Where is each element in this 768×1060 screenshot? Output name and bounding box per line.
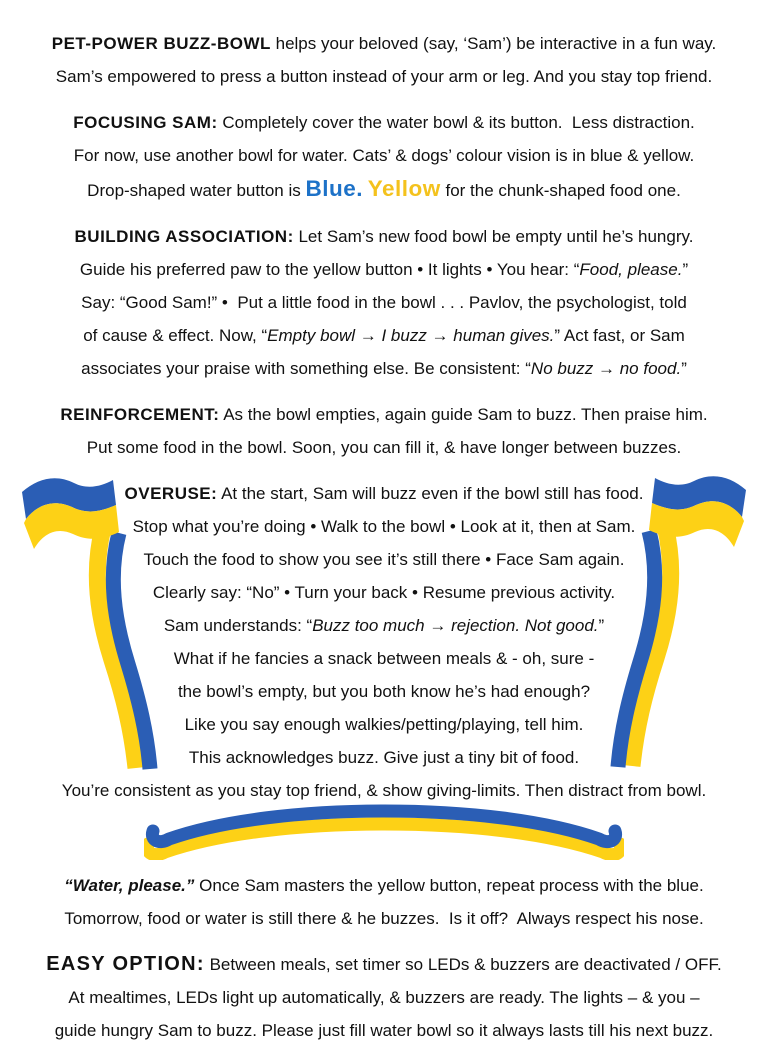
text-line xyxy=(0,27,768,60)
text-line xyxy=(0,609,768,642)
paragraph-easy-option xyxy=(0,948,768,1047)
text-segment: What if he fancies a snack between meals & - oh, sure - xyxy=(173,649,595,668)
text-line xyxy=(0,642,768,675)
text-segment: associates your praise with something else. Be consistent: “ xyxy=(81,359,531,378)
text-segment: Touch the food to show you see it’s still there • Face Sam again. xyxy=(143,550,625,569)
text-segment: BUILDING ASSOCIATION: xyxy=(74,227,294,246)
paragraph-building-association xyxy=(0,220,768,385)
text-line xyxy=(0,981,768,1014)
text-segment: PET-POWER BUZZ-BOWL xyxy=(51,34,271,53)
text-segment: OVERUSE: xyxy=(124,484,218,503)
text-segment: ” xyxy=(682,260,689,279)
text-line xyxy=(0,1014,768,1047)
text-segment: guide hungry Sam to buzz. Please just fill water bowl so it always lasts till his next buzz. xyxy=(54,1021,714,1040)
text-line xyxy=(0,172,768,207)
text-line xyxy=(0,253,768,286)
text-segment: Put some food in the bowl. Soon, you can fill it, & have longer between buzzes. xyxy=(86,438,682,457)
text-segment: Tomorrow, food or water is still there & he buzzes. Is it off? Always respect his nose. xyxy=(64,909,704,928)
paragraph-water xyxy=(0,869,768,935)
text-segment: Food, please. xyxy=(579,260,683,279)
text-line xyxy=(0,431,768,464)
text-segment: for the chunk-shaped food one. xyxy=(440,181,681,200)
paragraph-intro xyxy=(0,27,768,93)
text-segment: Once Sam masters the yellow button, repeat process with the blue. xyxy=(194,876,704,895)
text-segment: Sam understands: “ xyxy=(163,616,313,635)
text-segment: of cause & effect. Now, “ xyxy=(83,326,268,345)
text-line xyxy=(0,774,768,807)
text-segment: You’re consistent as you stay top friend, & show giving-limits. Then distract from bowl. xyxy=(61,781,707,800)
text-segment: No buzz → no food. xyxy=(530,359,682,378)
text-line xyxy=(0,319,768,352)
text-segment: helps your beloved (say, ‘Sam’) be interactive in a fun way. xyxy=(270,34,717,53)
text-line xyxy=(0,543,768,576)
text-line xyxy=(0,352,768,385)
text-segment: At mealtimes, LEDs light up automatically, & buzzers are ready. The lights – & you – xyxy=(68,988,700,1007)
text-line xyxy=(0,948,768,981)
text-segment: Blue. xyxy=(305,176,363,201)
paragraph-overuse xyxy=(0,477,768,807)
paragraph-focusing xyxy=(0,106,768,207)
paragraph-reinforcement xyxy=(0,398,768,464)
text-line xyxy=(0,286,768,319)
text-line xyxy=(0,477,768,510)
text-segment: Buzz too much → rejection. Not good. xyxy=(312,616,599,635)
text-segment: Stop what you’re doing • Walk to the bowl • Look at it, then at Sam. xyxy=(132,517,636,536)
text-segment: Between meals, set timer so LEDs & buzzers are deactivated / OFF. xyxy=(204,955,722,974)
text-segment: Like you say enough walkies/petting/playing, tell him. xyxy=(184,715,584,734)
text-segment: EASY OPTION: xyxy=(46,953,205,975)
text-line xyxy=(0,741,768,774)
text-segment: ” xyxy=(681,359,687,378)
text-segment: Let Sam’s new food bowl be empty until he’s hungry. xyxy=(293,227,694,246)
text-segment: Empty bowl → I buzz → human gives. xyxy=(267,326,555,345)
text-segment: Guide his preferred paw to the yellow button • It lights • You hear: “ xyxy=(79,260,580,279)
text-line xyxy=(0,675,768,708)
text-line xyxy=(0,139,768,172)
text-segment: Completely cover the water bowl & its button. Less distraction. xyxy=(217,113,695,132)
text-segment: REINFORCEMENT: xyxy=(60,405,220,424)
text-segment: As the bowl empties, again guide Sam to buzz. Then praise him. xyxy=(219,405,708,424)
text-segment: the bowl’s empty, but you both know he’s had enough? xyxy=(177,682,591,701)
text-line xyxy=(0,106,768,139)
text-segment: Sam’s empowered to press a button instead of your arm or leg. And you stay top friend. xyxy=(55,67,713,86)
text-line xyxy=(0,220,768,253)
text-line xyxy=(0,510,768,543)
text-segment: Say: “Good Sam!” • Put a little food in the bowl . . . Pavlov, the psychologist, told xyxy=(81,293,687,312)
text-line xyxy=(0,398,768,431)
text-segment: Drop-shaped water button is xyxy=(87,181,306,200)
text-line xyxy=(0,576,768,609)
text-segment: FOCUSING SAM: xyxy=(73,113,218,132)
text-segment: ” xyxy=(598,616,605,635)
text-line xyxy=(0,60,768,93)
text-line xyxy=(0,902,768,935)
text-line xyxy=(0,869,768,902)
text-segment: Yellow xyxy=(367,176,441,201)
text-segment: ” Act fast, or Sam xyxy=(554,326,685,345)
text-segment: At the start, Sam will buzz even if the bowl still has food. xyxy=(217,484,644,503)
text-segment: For now, use another bowl for water. Cats’ & dogs’ colour vision is in blue & yellow. xyxy=(73,146,695,165)
text-segment: Clearly say: “No” • Turn your back • Resume previous activity. xyxy=(152,583,616,602)
text-segment: “Water, please.” xyxy=(64,876,195,895)
text-segment: This acknowledges buzz. Give just a tiny bit of food. xyxy=(188,748,580,767)
text-line xyxy=(0,708,768,741)
